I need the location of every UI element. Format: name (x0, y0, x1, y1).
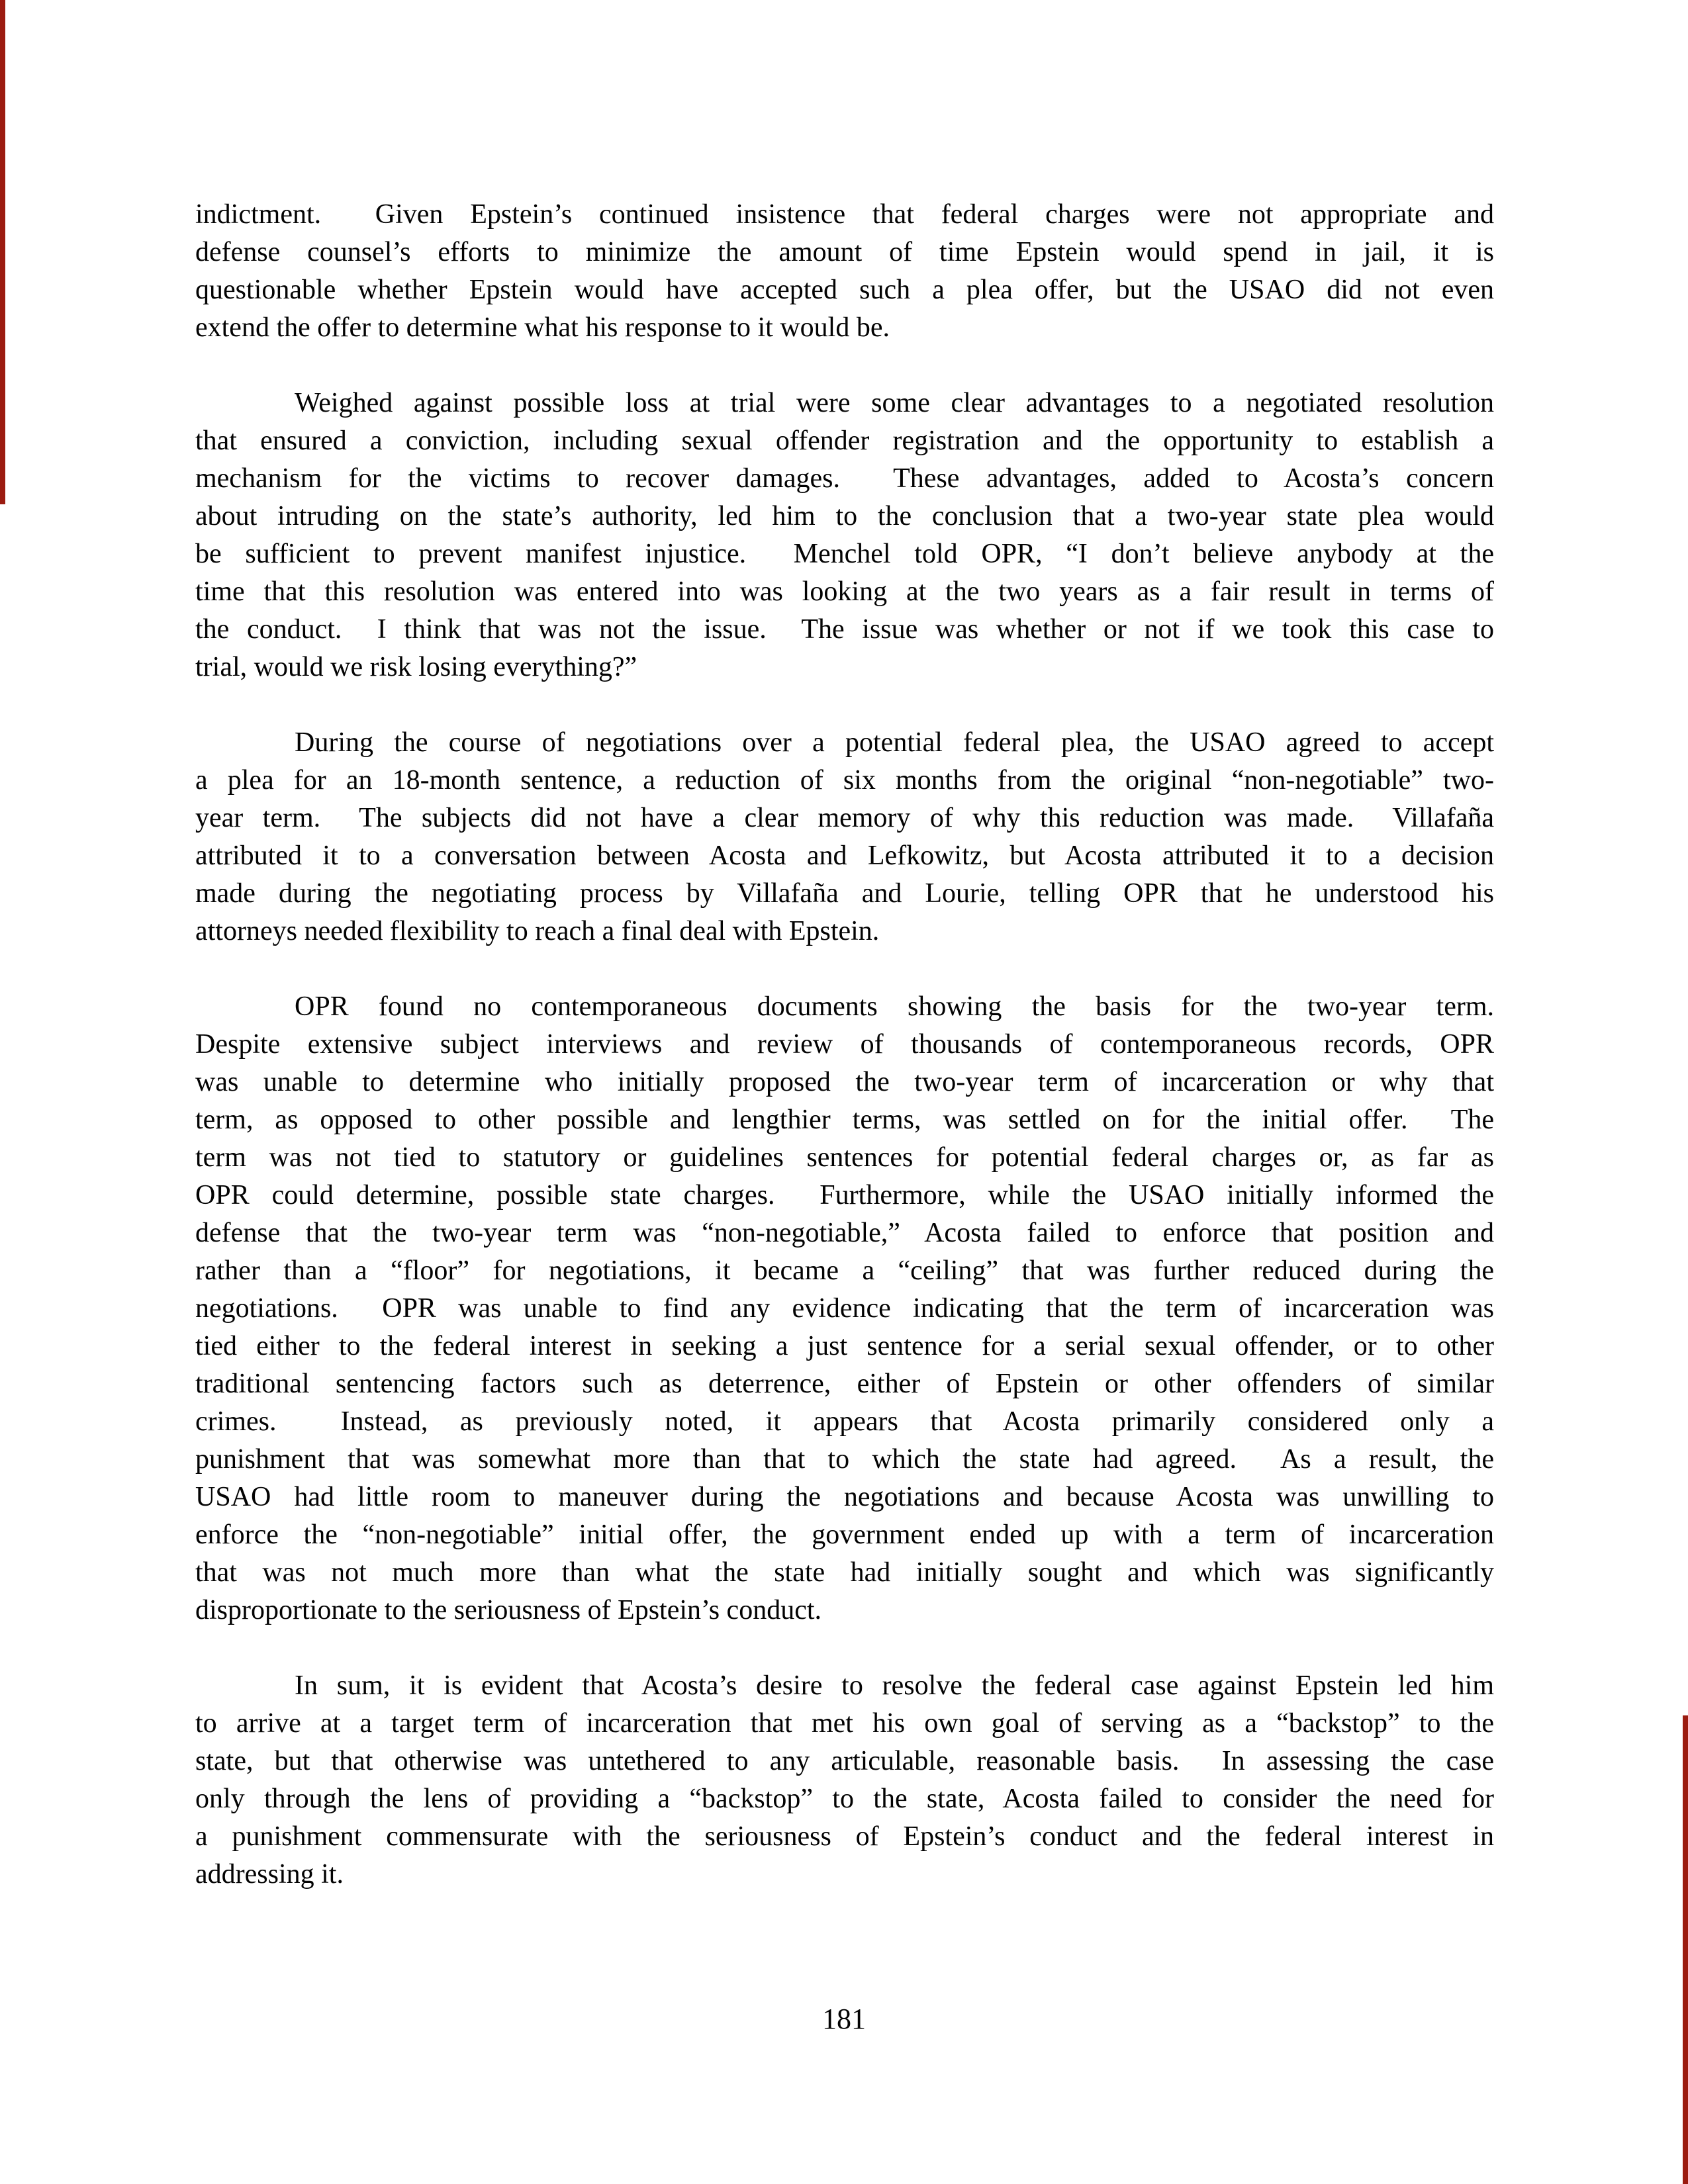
scan-artifact-left-bar (0, 0, 5, 504)
text-line: term, as opposed to other possible and lengthier terms, was settled on for the initial offer. The (195, 1105, 1494, 1135)
text-line: OPR found no contemporaneous documents showing the basis for the two-year term. (295, 991, 1494, 1022)
text-line: was unable to determine who initially proposed the two-year term of incarceration or why that (195, 1067, 1494, 1097)
text-line: rather than a “floor” for negotiations, it became a “ceiling” that was further reduced during the (195, 1255, 1494, 1286)
text-line: extend the offer to determine what his response to it would be. (195, 312, 890, 343)
text-line: term was not tied to statutory or guidelines sentences for potential federal charges or, as far as (195, 1142, 1494, 1173)
text-line: state, but that otherwise was untethered to any articulable, reasonable basis. In assessing the case (195, 1746, 1494, 1776)
text-line: a plea for an 18-month sentence, a reduction of six months from the original “non-negotiable” two- (195, 765, 1494, 796)
text-line: made during the negotiating process by Villafaña and Lourie, telling OPR that he understood his (195, 878, 1494, 909)
text-line: traditional sentencing factors such as deterrence, either of Epstein or other offenders of similar (195, 1369, 1494, 1399)
text-line: disproportionate to the seriousness of Epstein’s conduct. (195, 1595, 822, 1625)
text-line: In sum, it is evident that Acosta’s desire to resolve the federal case against Epstein led him (295, 1670, 1494, 1701)
text-line: trial, would we risk losing everything?” (195, 652, 637, 682)
text-line: about intruding on the state’s authority, led him to the conclusion that a two-year state plea would (195, 501, 1494, 531)
paragraph (195, 196, 1494, 347)
paragraph (195, 1667, 1494, 1893)
text-line: attorneys needed flexibility to reach a final deal with Epstein. (195, 916, 880, 946)
text-line: only through the lens of providing a “backstop” to the state, Acosta failed to consider the need for (195, 1784, 1494, 1814)
text-line: that was not much more than what the state had initially sought and which was significantly (195, 1557, 1494, 1588)
body-text (195, 196, 1494, 1893)
text-line: be sufficient to prevent manifest injustice. Menchel told OPR, “I don’t believe anybody at the (195, 539, 1494, 569)
paragraph (195, 988, 1494, 1629)
text-line: crimes. Instead, as previously noted, it appears that Acosta primarily considered only a (195, 1406, 1494, 1437)
text-line: USAO had little room to maneuver during the negotiations and because Acosta was unwilling to (195, 1482, 1494, 1512)
text-line: tied either to the federal interest in seeking a just sentence for a serial sexual offender, or to other (195, 1331, 1494, 1361)
text-line: defense that the two-year term was “non-negotiable,” Acosta failed to enforce that position and (195, 1218, 1494, 1248)
text-line: year term. The subjects did not have a clear memory of why this reduction was made. Villafaña (195, 803, 1494, 833)
text-line: enforce the “non-negotiable” initial offer, the government ended up with a term of incarceration (195, 1520, 1494, 1550)
page-number: 181 (822, 2003, 866, 2035)
text-line: Despite extensive subject interviews and review of thousands of contemporaneous records, OPR (195, 1029, 1494, 1060)
text-line: a punishment commensurate with the seriousness of Epstein’s conduct and the federal interest in (195, 1821, 1494, 1852)
text-line: that ensured a conviction, including sexual offender registration and the opportunity to establish a (195, 426, 1494, 456)
text-line: time that this resolution was entered into was looking at the two years as a fair result in terms of (195, 576, 1494, 607)
text-line: questionable whether Epstein would have accepted such a plea offer, but the USAO did not even (195, 275, 1494, 305)
text-line: negotiations. OPR was unable to find any evidence indicating that the term of incarceration was (195, 1293, 1494, 1324)
scan-artifact-right-bar (1683, 1715, 1688, 2184)
paragraph (195, 385, 1494, 686)
text-line: Weighed against possible loss at trial were some clear advantages to a negotiated resolution (295, 388, 1494, 418)
text-line: indictment. Given Epstein’s continued insistence that federal charges were not appropriate and (195, 199, 1494, 230)
text-line: the conduct. I think that was not the issue. The issue was whether or not if we took this case to (195, 614, 1494, 645)
paragraph (195, 724, 1494, 950)
text-line: addressing it. (195, 1859, 344, 1889)
text-line: OPR could determine, possible state charges. Furthermore, while the USAO initially informed the (195, 1180, 1494, 1210)
text-line: During the course of negotiations over a potential federal plea, the USAO agreed to accept (295, 727, 1494, 758)
text-line: mechanism for the victims to recover damages. These advantages, added to Acosta’s concern (195, 463, 1494, 494)
text-line: to arrive at a target term of incarceration that met his own goal of serving as a “backstop” to the (195, 1708, 1494, 1739)
text-line: punishment that was somewhat more than that to which the state had agreed. As a result, the (195, 1444, 1494, 1475)
text-line: defense counsel’s efforts to minimize the amount of time Epstein would spend in jail, it is (195, 237, 1494, 267)
text-line: attributed it to a conversation between Acosta and Lefkowitz, but Acosta attributed it to a decision (195, 841, 1494, 871)
